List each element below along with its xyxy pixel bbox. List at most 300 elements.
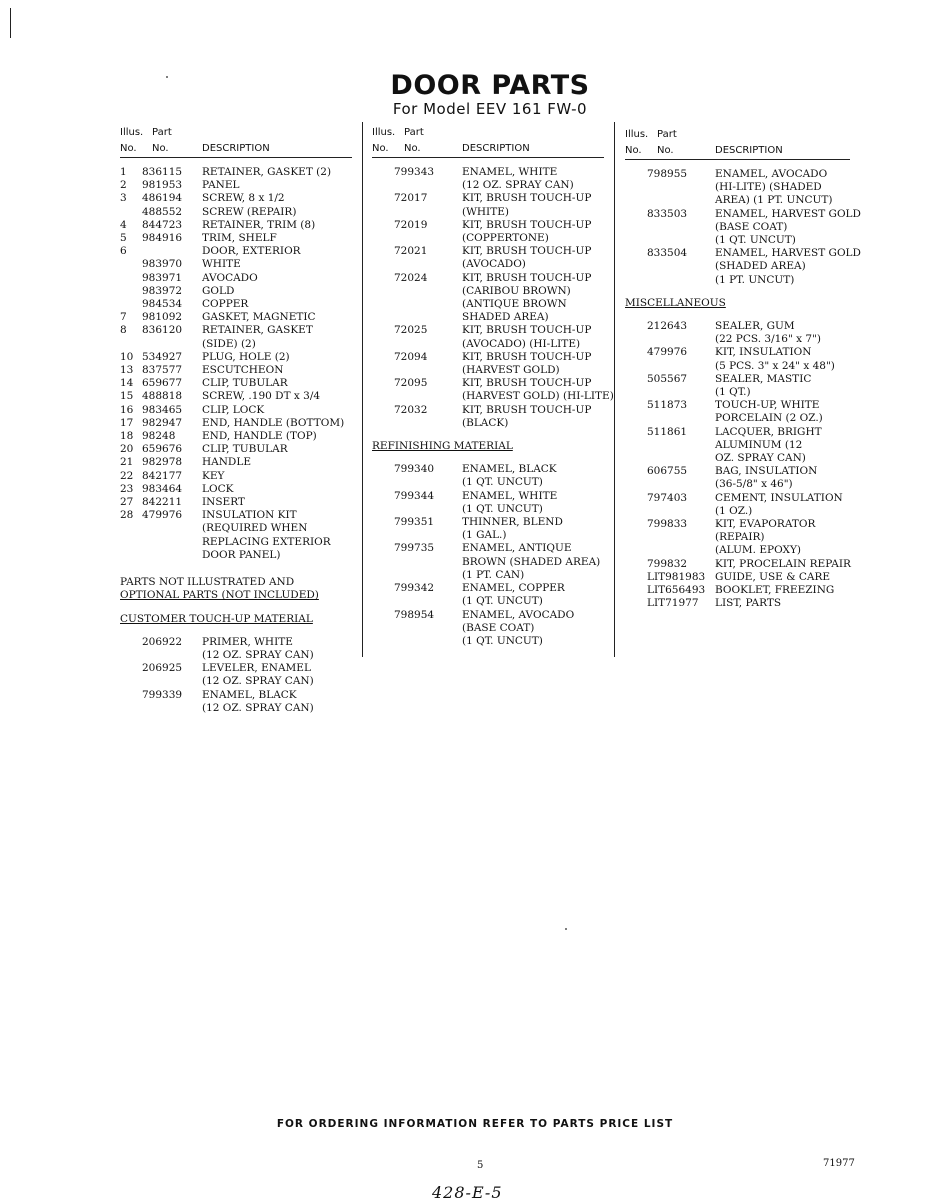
part-number: 797403: [647, 491, 688, 504]
part-row: [625, 426, 850, 439]
part-description: (12 OZ. SPRAY CAN): [202, 648, 314, 661]
illus-number: [625, 478, 647, 491]
part-row: [120, 417, 352, 430]
part-number: [394, 338, 452, 351]
part-row: [625, 518, 850, 531]
part-description: (HI-LITE) (SHADED: [715, 181, 822, 194]
part-description: INSULATION KIT: [202, 509, 297, 522]
part-number: 983464: [142, 482, 183, 495]
part-row: [625, 386, 850, 399]
part-row: [625, 234, 850, 247]
header-part: Part: [657, 129, 677, 140]
part-row: [120, 456, 352, 469]
part-row: [625, 597, 850, 610]
part-row: [120, 324, 352, 337]
illus-number: [372, 516, 394, 529]
part-row: [120, 689, 352, 702]
illus-number: [372, 595, 394, 608]
section-heading: CUSTOMER TOUCH-UP MATERIAL: [120, 612, 313, 625]
illus-number: [372, 609, 394, 622]
part-description: TRIM, SHELF: [202, 232, 277, 245]
part-description: (1 PT. UNCUT): [715, 273, 795, 286]
part-number: LIT981983: [647, 570, 706, 583]
part-number: 505567: [647, 372, 688, 385]
part-description: CLIP, TUBULAR: [202, 377, 288, 390]
column-divider: [614, 122, 615, 657]
part-row: [372, 219, 604, 232]
part-description: (SHADED AREA): [715, 260, 806, 273]
illus-number: [372, 258, 394, 271]
part-row: [120, 390, 352, 403]
part-number: [394, 417, 452, 430]
part-row: [625, 478, 850, 491]
part-description: ENAMEL, ANTIQUE: [462, 542, 572, 555]
part-description: BAG, INSULATION: [715, 465, 818, 478]
illus-number: 18: [120, 430, 134, 443]
illus-number: [372, 503, 394, 516]
part-description: (1 QT. UNCUT): [462, 634, 543, 647]
illus-number: [625, 260, 647, 273]
illus-number: [372, 206, 394, 219]
part-number: [647, 181, 705, 194]
part-row: [372, 582, 604, 595]
part-description: (1 QT. UNCUT): [462, 595, 543, 608]
part-description: CLIP, TUBULAR: [202, 443, 288, 456]
part-row: [625, 194, 850, 207]
part-row: [625, 399, 850, 412]
part-number: [394, 179, 452, 192]
part-description: (ALUM. EPOXY): [715, 544, 802, 557]
part-description: KIT, BRUSH TOUCH-UP: [462, 403, 592, 416]
part-description: OZ. SPRAY CAN): [715, 452, 806, 465]
parts-column-3: [625, 128, 861, 611]
part-number: 799339: [142, 688, 183, 701]
part-number: [647, 274, 705, 287]
part-row: [120, 338, 352, 351]
illus-number: 23: [120, 482, 134, 495]
illus-number: [625, 426, 647, 439]
header-part-no: No.: [152, 143, 169, 154]
part-number: [647, 439, 705, 452]
part-description: TOUCH-UP, WHITE: [715, 399, 820, 412]
part-row: [120, 549, 352, 562]
part-row: [625, 412, 850, 425]
part-number: 72032: [394, 403, 428, 416]
part-number: 488552: [142, 205, 183, 218]
part-row: [120, 675, 352, 688]
part-row: [120, 702, 352, 715]
header-rule: [372, 157, 604, 158]
part-description: CEMENT, INSULATION: [715, 491, 843, 504]
part-row: [372, 609, 604, 622]
part-description: (12 OZ. SPRAY CAN): [462, 179, 574, 192]
column-divider: [362, 122, 363, 657]
part-number: 72021: [394, 245, 428, 258]
illus-number: 3: [120, 192, 127, 205]
part-description: BROWN (SHADED AREA): [462, 555, 601, 568]
illus-number: [120, 522, 142, 535]
part-description: END, HANDLE (BOTTOM): [202, 416, 345, 429]
part-number: 983972: [142, 284, 183, 297]
part-number: 983465: [142, 403, 183, 416]
part-row: [625, 274, 850, 287]
illus-number: [372, 272, 394, 285]
part-number: [142, 675, 192, 688]
model-subtitle: For Model EEV 161 FW-0: [392, 100, 588, 118]
part-description: KIT, BRUSH TOUCH-UP: [462, 245, 592, 258]
part-number: 72095: [394, 377, 428, 390]
part-number: LIT656493: [647, 584, 706, 597]
illus-number: [120, 662, 142, 675]
part-row: [372, 404, 604, 417]
illus-number: 4: [120, 218, 127, 231]
part-description: (12 OZ. SPRAY CAN): [202, 675, 314, 688]
illus-number: [372, 622, 394, 635]
part-description: KIT, BRUSH TOUCH-UP: [462, 350, 592, 363]
part-description: (REQUIRED WHEN: [202, 522, 308, 535]
part-number: 98248: [142, 430, 176, 443]
illus-number: [372, 569, 394, 582]
illus-number: 16: [120, 403, 134, 416]
part-number: [647, 505, 705, 518]
part-description: GASKET, MAGNETIC: [202, 311, 316, 324]
part-description: DOOR PANEL): [202, 548, 281, 561]
part-row: [372, 206, 604, 219]
part-number: 844723: [142, 218, 183, 231]
illus-number: [625, 247, 647, 260]
part-row: [625, 544, 850, 557]
illus-number: [120, 298, 142, 311]
part-row: [120, 430, 352, 443]
parts-list: [372, 166, 614, 648]
part-number: [394, 635, 452, 648]
part-row: [120, 536, 352, 549]
illus-number: [372, 219, 394, 232]
part-number: 799344: [394, 489, 435, 502]
part-number: [647, 260, 705, 273]
part-number: 798954: [394, 608, 435, 621]
part-description: COPPER: [202, 298, 249, 311]
part-number: 488818: [142, 390, 183, 403]
illus-number: 28: [120, 509, 134, 522]
illus-number: [625, 465, 647, 478]
part-row: [120, 258, 352, 271]
part-row: [120, 285, 352, 298]
part-row: [372, 569, 604, 582]
part-description: SEALER, GUM: [715, 320, 795, 333]
part-number: 799351: [394, 516, 435, 529]
part-row: [120, 649, 352, 662]
part-row: [372, 556, 604, 569]
part-number: 799735: [394, 542, 435, 555]
part-number: 799343: [394, 166, 435, 178]
part-row: [120, 192, 352, 205]
part-description: RETAINER, GASKET: [202, 324, 313, 337]
part-row: [372, 595, 604, 608]
parts-list: [625, 168, 861, 611]
scan-speck: [565, 928, 567, 930]
part-description: SHADED AREA): [462, 311, 549, 324]
part-description: (BASE COAT): [715, 220, 788, 233]
part-row: [120, 483, 352, 496]
illus-number: [625, 181, 647, 194]
part-row: [625, 360, 850, 373]
illus-number: [120, 206, 142, 219]
part-row: [372, 232, 604, 245]
part-number: 72094: [394, 350, 428, 363]
part-description: (1 PT. CAN): [462, 568, 525, 581]
illus-number: [372, 582, 394, 595]
illus-number: [120, 675, 142, 688]
part-row: [120, 636, 352, 649]
part-number: 798955: [647, 168, 688, 180]
part-row: [625, 439, 850, 452]
part-description: KIT, EVAPORATOR: [715, 518, 816, 531]
part-description: ALUMINUM (12: [715, 438, 803, 451]
illus-number: [120, 702, 142, 715]
column-header: [625, 128, 850, 160]
part-row: [372, 516, 604, 529]
parts-note: [120, 576, 352, 602]
part-row: [120, 219, 352, 232]
part-row: [625, 260, 850, 273]
illus-number: [372, 404, 394, 417]
illus-number: [372, 232, 394, 245]
header-illus: Illus.: [372, 127, 396, 138]
part-number: [142, 549, 192, 562]
part-row: [372, 245, 604, 258]
part-description: (ANTIQUE BROWN: [462, 298, 567, 311]
part-description: REPLACING EXTERIOR: [202, 535, 331, 548]
part-row: [372, 272, 604, 285]
part-description: ENAMEL, HARVEST GOLD: [715, 207, 861, 220]
part-row: [120, 272, 352, 285]
part-number: [394, 622, 452, 635]
part-number: [394, 529, 452, 542]
header-illus-no: No.: [120, 143, 137, 154]
part-number: 981953: [142, 179, 183, 192]
part-description: (HARVEST GOLD) (HI-LITE): [462, 390, 614, 403]
part-row: [120, 311, 352, 324]
part-description: KIT, BRUSH TOUCH-UP: [462, 324, 592, 337]
part-row: [372, 417, 604, 430]
part-description: (WHITE): [462, 205, 509, 218]
scan-speck: [166, 76, 168, 78]
part-row: [372, 166, 604, 179]
illus-number: [372, 166, 394, 179]
illus-number: [625, 544, 647, 557]
part-number: [394, 476, 452, 489]
part-row: [120, 522, 352, 535]
part-description: SCREW, .190 DT x 3/4: [202, 390, 321, 403]
part-description: (1 QT. UNCUT): [462, 502, 543, 515]
part-row: [372, 542, 604, 555]
part-number: [394, 556, 452, 569]
part-description: (22 PCS. 3/16" x 7"): [715, 333, 821, 346]
part-number: [647, 478, 705, 491]
part-number: 837577: [142, 364, 183, 377]
part-row: [372, 635, 604, 648]
part-description: (AVOCADO) (HI-LITE): [462, 337, 581, 350]
part-row: [120, 470, 352, 483]
part-description: ENAMEL, BLACK: [202, 688, 297, 701]
part-row: [120, 662, 352, 675]
illus-number: [625, 333, 647, 346]
part-number: 799833: [647, 518, 688, 531]
part-row: [372, 622, 604, 635]
part-number: 799340: [394, 463, 435, 476]
illus-number: [625, 505, 647, 518]
part-row: [625, 168, 850, 181]
illus-number: [372, 635, 394, 648]
part-number: 833504: [647, 247, 688, 260]
part-number: [647, 234, 705, 247]
part-description: THINNER, BLEND: [462, 516, 563, 529]
part-description: (1 QT. UNCUT): [715, 234, 796, 247]
part-row: [372, 390, 614, 403]
part-description: (AVOCADO): [462, 258, 526, 271]
part-row: [372, 324, 604, 337]
part-description: (REPAIR): [715, 531, 765, 544]
part-number: [142, 536, 192, 549]
part-number: 836120: [142, 324, 183, 337]
part-number: 479976: [142, 509, 183, 522]
illus-number: 20: [120, 443, 134, 456]
part-number: 72025: [394, 324, 428, 337]
part-description: (HARVEST GOLD): [462, 364, 560, 377]
part-row: [120, 364, 352, 377]
part-description: INSERT: [202, 496, 245, 509]
part-description: (SIDE) (2): [202, 337, 256, 350]
part-description: KIT, BRUSH TOUCH-UP: [462, 192, 592, 205]
illus-number: [372, 285, 394, 298]
part-number: 72017: [394, 192, 428, 205]
illus-number: [120, 258, 142, 271]
part-row: [625, 465, 850, 478]
part-number: [647, 333, 705, 346]
part-row: [625, 247, 861, 260]
part-number: 659676: [142, 443, 183, 456]
part-description: (BLACK): [462, 416, 509, 429]
part-row: [625, 181, 850, 194]
part-number: [142, 338, 192, 351]
part-row: [120, 206, 352, 219]
illus-number: [625, 531, 647, 544]
section-heading: MISCELLANEOUS: [625, 296, 726, 309]
part-description: PRIMER, WHITE: [202, 635, 293, 648]
illus-number: [625, 274, 647, 287]
part-row: [625, 505, 850, 518]
note-line: OPTIONAL PARTS (NOT INCLUDED): [120, 589, 319, 602]
part-number: 982978: [142, 456, 183, 469]
part-row: [120, 496, 352, 509]
part-row: [120, 404, 352, 417]
illus-number: [120, 338, 142, 351]
illus-number: 6: [120, 245, 127, 258]
part-description: KIT, BRUSH TOUCH-UP: [462, 218, 592, 231]
part-number: [142, 649, 192, 662]
part-description: ENAMEL, WHITE: [462, 489, 558, 502]
part-description: (1 QT.): [715, 386, 751, 399]
part-number: [647, 544, 705, 557]
part-number: [394, 364, 452, 377]
part-row: [372, 476, 604, 489]
illus-number: [372, 179, 394, 192]
note-line: PARTS NOT ILLUSTRATED AND: [120, 576, 295, 589]
part-row: [625, 346, 850, 359]
part-row: [372, 351, 604, 364]
part-number: [394, 206, 452, 219]
illus-number: [372, 463, 394, 476]
illus-number: 15: [120, 390, 134, 403]
illus-number: [372, 542, 394, 555]
part-number: 534927: [142, 350, 183, 363]
illus-number: 22: [120, 469, 134, 482]
part-description: SCREW, 8 x 1/2: [202, 192, 285, 205]
part-number: 72019: [394, 218, 428, 231]
illus-number: [625, 518, 647, 531]
part-description: AVOCADO: [202, 271, 258, 284]
part-description: RETAINER, GASKET (2): [202, 166, 332, 178]
part-number: 984916: [142, 232, 183, 245]
illus-number: 2: [120, 179, 127, 192]
part-row: [120, 351, 352, 364]
illus-number: [625, 399, 647, 412]
part-description: ENAMEL, WHITE: [462, 166, 558, 178]
header-illus: Illus.: [120, 127, 144, 138]
header-rule: [625, 159, 850, 160]
part-number: 836115: [142, 166, 183, 178]
column-header: [372, 126, 604, 158]
illus-number: [625, 360, 647, 373]
illus-number: [625, 412, 647, 425]
part-number: 511861: [647, 425, 688, 438]
header-part: Part: [152, 127, 172, 138]
parts-column-2: [372, 126, 614, 648]
part-number: [394, 285, 452, 298]
illus-number: [372, 556, 394, 569]
illus-number: [372, 351, 394, 364]
part-number: [647, 412, 705, 425]
part-number: 479976: [647, 346, 688, 359]
part-description: KEY: [202, 469, 225, 482]
illus-number: 21: [120, 456, 134, 469]
part-row: [625, 452, 850, 465]
illus-number: [372, 338, 394, 351]
part-description: ENAMEL, AVOCADO: [715, 168, 828, 180]
part-description: CLIP, LOCK: [202, 403, 265, 416]
part-description: PORCELAIN (2 OZ.): [715, 412, 823, 425]
section-heading: REFINISHING MATERIAL: [372, 440, 513, 453]
part-number: 799342: [394, 582, 435, 595]
part-row: [625, 207, 861, 221]
illus-number: [372, 476, 394, 489]
part-number: [394, 569, 452, 582]
illus-number: [625, 597, 647, 610]
parts-column-1: [120, 126, 352, 715]
part-number: 799832: [647, 557, 688, 570]
part-number: [647, 194, 705, 207]
illus-number: [372, 192, 394, 205]
part-number: [142, 702, 192, 715]
part-number: 511873: [647, 399, 688, 412]
part-number: [394, 595, 452, 608]
part-row: [120, 166, 352, 179]
part-description: LOCK: [202, 482, 234, 495]
part-row: [120, 509, 352, 522]
part-row: [372, 529, 604, 542]
part-number: 984534: [142, 298, 183, 311]
